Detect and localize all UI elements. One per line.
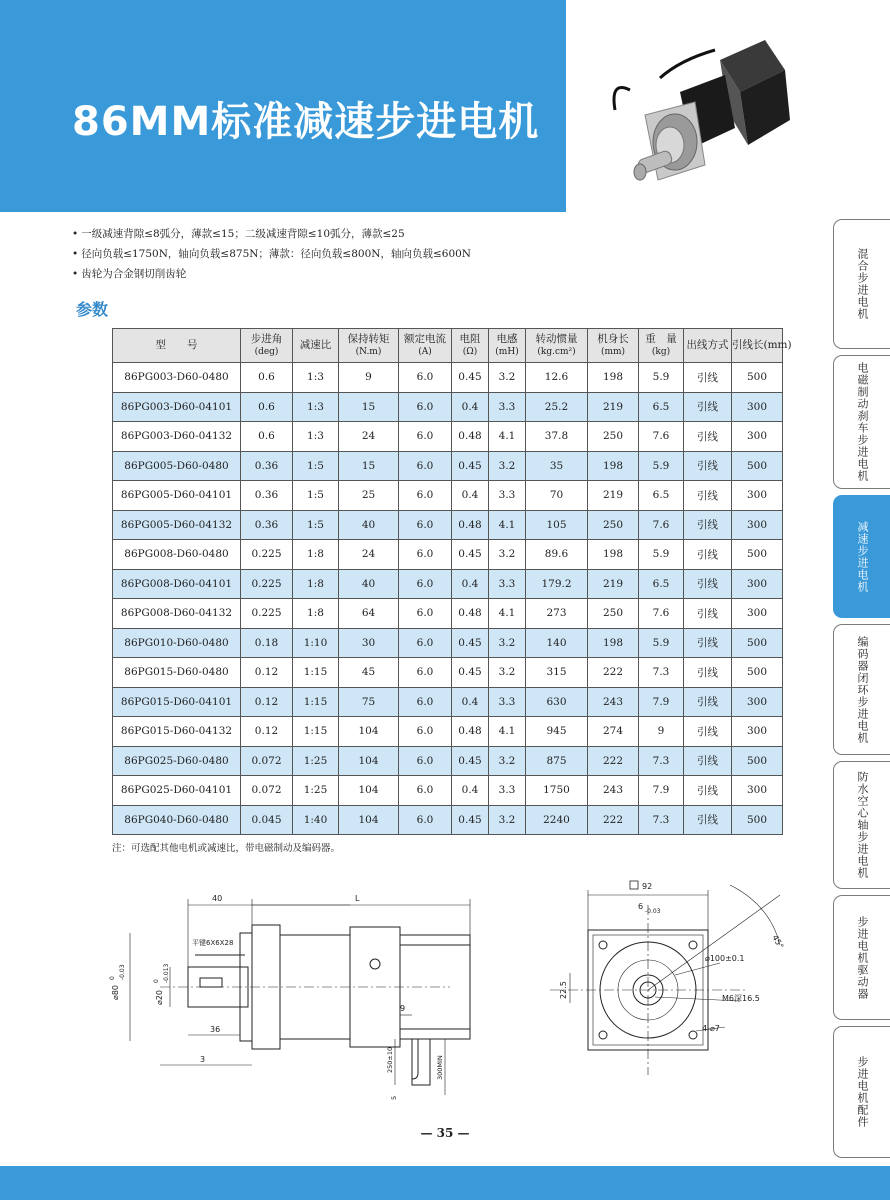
table-cell: 875 [526,746,588,776]
header-text: 电阻 [459,332,481,345]
feature-list [72,224,471,284]
header-unit: (kg) [651,346,671,357]
table-cell: 86PG003-D60-0480 [113,363,241,393]
table-row [113,540,783,570]
table-cell: 引线 [684,363,732,393]
table-cell: 315 [526,658,588,688]
table-cell: 300 [732,599,783,629]
table-cell: 7.9 [639,687,684,717]
table-cell: 105 [526,510,588,540]
table-header-cell [452,329,489,363]
table-cell: 3.2 [489,628,526,658]
table-cell: 70 [526,481,588,511]
table-cell: 500 [732,805,783,835]
table-cell: 86PG025-D60-04101 [113,776,241,806]
table-cell: 6.0 [399,569,452,599]
table-cell: 引线 [684,422,732,452]
table-cell: 3.3 [489,776,526,806]
table-cell: 0.36 [241,481,293,511]
spec-table [112,328,792,835]
table-cell: 500 [732,746,783,776]
table-cell: 7.3 [639,805,684,835]
table-cell: 243 [588,776,639,806]
header-unit: (kg.cm²) [537,346,576,357]
angle-45-label: 45° [770,933,786,951]
table-cell: 15 [339,392,399,422]
table-cell: 7.6 [639,422,684,452]
table-cell: 86PG015-D60-0480 [113,658,241,688]
footer-bar [0,1166,890,1200]
table-cell: 250 [588,510,639,540]
table-row [113,687,783,717]
table-row [113,776,783,806]
feature-item: • 径向负载≤1750N，轴向负载≤875N；薄款：径向负载≤800N，轴向负载≤600N [72,244,471,264]
table-cell: 500 [732,540,783,570]
table-cell: 300 [732,717,783,747]
table-cell: 86PG025-D60-0480 [113,746,241,776]
table-cell: 0.45 [452,451,489,481]
table-row [113,599,783,629]
table-cell: 219 [588,392,639,422]
table-row [113,481,783,511]
table-cell: 7.3 [639,658,684,688]
table-cell: 45 [339,658,399,688]
table-cell: 0.12 [241,687,293,717]
dim-250-label: 250±10 [386,1046,394,1073]
table-row [113,392,783,422]
table-cell: 86PG005-D60-04101 [113,481,241,511]
table-cell: 3.2 [489,451,526,481]
table-row [113,510,783,540]
table-cell: 6.0 [399,658,452,688]
tab-gear-stepper[interactable] [833,495,890,618]
table-cell: 1:3 [293,422,339,452]
table-cell: 1:8 [293,599,339,629]
table-cell: 5.9 [639,628,684,658]
table-cell: 0.4 [452,776,489,806]
table-row [113,569,783,599]
table-cell: 89.6 [526,540,588,570]
dim-3-label: 3 [200,1055,206,1064]
header-unit: (N.m) [355,346,382,357]
dia-80-label: ⌀80 [111,985,120,1000]
tab-label: 步进电机驱动器 [856,915,869,1000]
table-cell: 1750 [526,776,588,806]
table-cell: 引线 [684,481,732,511]
table-cell: 引线 [684,540,732,570]
header-text: 机身长 [597,332,629,345]
table-cell: 0.225 [241,540,293,570]
table-cell: 86PG005-D60-0480 [113,451,241,481]
table-cell: 1:8 [293,540,339,570]
table-cell: 0.12 [241,658,293,688]
tab-waterproof-stepper[interactable] [833,761,890,889]
motor-product-image [600,30,800,205]
table-cell: 0.48 [452,510,489,540]
tab-driver[interactable] [833,895,890,1020]
table-body [113,363,783,835]
table-cell: 0.6 [241,363,293,393]
table-cell: 24 [339,422,399,452]
table-cell: 198 [588,451,639,481]
table-row [113,717,783,747]
table-cell: 0.072 [241,746,293,776]
table-cell: 0.12 [241,717,293,747]
table-cell: 500 [732,363,783,393]
tab-label: 编码器闭环步进电机 [856,635,869,744]
header-unit: (mH) [495,346,519,357]
table-cell: 6.0 [399,540,452,570]
table-cell: 引线 [684,569,732,599]
table-cell: 500 [732,628,783,658]
table-cell: 0.4 [452,481,489,511]
table-cell: 6.0 [399,628,452,658]
table-cell: 86PG003-D60-04132 [113,422,241,452]
table-cell: 30 [339,628,399,658]
table-cell: 0.45 [452,658,489,688]
header-unit: (A) [418,346,432,357]
table-cell: 198 [588,540,639,570]
header-text: 步进角 [250,332,283,345]
table-cell: 25 [339,481,399,511]
table-cell: 86PG008-D60-04101 [113,569,241,599]
table-note: 注：可选配其他电机或减速比，带电磁制动及编码器。 [112,843,341,854]
table-cell: 3.3 [489,569,526,599]
table-header-row [113,329,783,363]
dim-5-label: 5 [390,1095,398,1100]
feature-item: • 齿轮为合金钢切削齿轮 [72,264,471,284]
table-cell: 86PG008-D60-0480 [113,540,241,570]
table-cell: 1:15 [293,687,339,717]
dim-36-label: 36 [210,1025,221,1034]
table-cell: 104 [339,776,399,806]
table-cell: 300 [732,569,783,599]
table-header-cell [684,329,732,363]
dim-40-label: 40 [212,894,223,903]
table-cell: 0.072 [241,776,293,806]
table-cell: 引线 [684,717,732,747]
table-cell: 274 [588,717,639,747]
table-cell: 9 [339,363,399,393]
table-cell: 300 [732,776,783,806]
table-header-cell [241,329,293,363]
table-cell: 7.6 [639,599,684,629]
table-cell: 引线 [684,805,732,835]
table-cell: 500 [732,451,783,481]
table-cell: 86PG040-D60-0480 [113,805,241,835]
table-header-cell [399,329,452,363]
table-cell: 250 [588,422,639,452]
dim-l-label: L [355,894,360,903]
table-cell: 引线 [684,746,732,776]
table-cell: 3.3 [489,687,526,717]
table-cell: 0.4 [452,569,489,599]
dia-80-tol-bottom: -0.03 [119,964,126,980]
table-cell: 1:25 [293,776,339,806]
dia-20-tol-top: 0 [153,979,160,983]
page-number: — 35 — [420,1126,470,1140]
table-cell: 6.0 [399,422,452,452]
table-cell: 0.48 [452,599,489,629]
dim-22-5-label: 22.5 [559,981,568,999]
table-cell: 4.1 [489,510,526,540]
header-unit: (deg) [254,346,279,357]
table-cell: 40 [339,569,399,599]
table-cell: 6.5 [639,569,684,599]
dim-6-tol: -0.03 [645,908,661,915]
table-cell: 86PG003-D60-04101 [113,392,241,422]
header-text: 型 号 [155,339,198,351]
table-cell: 500 [732,658,783,688]
table-cell: 1:5 [293,451,339,481]
dim-9-label: 9 [400,1004,406,1013]
table-cell: 3.2 [489,805,526,835]
header-unit: (mm) [600,346,626,357]
table-cell: 243 [588,687,639,717]
tab-accessories[interactable] [833,1026,890,1158]
table-cell: 3.3 [489,481,526,511]
table-cell: 0.45 [452,540,489,570]
table-cell: 4.1 [489,422,526,452]
table-cell: 300 [732,510,783,540]
tab-label: 电磁制动刹车步进电机 [856,362,869,482]
table-cell: 219 [588,569,639,599]
table-cell: 7.3 [639,746,684,776]
table-row [113,451,783,481]
table-header-cell [588,329,639,363]
table-cell: 75 [339,687,399,717]
table-header-cell [526,329,588,363]
table-cell: 引线 [684,599,732,629]
table-cell: 1:10 [293,628,339,658]
feature-item: • 一级减速背隙≤8弧分，薄款≤15；二级减速背隙≤10弧分，薄款≤25 [72,224,471,244]
table-cell: 9 [639,717,684,747]
table-cell: 0.36 [241,510,293,540]
table-cell: 24 [339,540,399,570]
table-cell: 2240 [526,805,588,835]
table-header-cell [339,329,399,363]
table-cell: 3.2 [489,540,526,570]
table-row [113,805,783,835]
header-text: 出线方式 [686,339,729,351]
table-cell: 引线 [684,451,732,481]
table-cell: 0.45 [452,805,489,835]
dimension-drawing [100,875,800,1120]
table-cell: 1:15 [293,658,339,688]
table-header-cell [639,329,684,363]
table-cell: 7.6 [639,510,684,540]
table-cell: 0.48 [452,422,489,452]
table-cell: 0.225 [241,599,293,629]
table-cell: 3.2 [489,746,526,776]
table-cell: 1:8 [293,569,339,599]
table-cell: 6.0 [399,363,452,393]
table-cell: 104 [339,805,399,835]
table-cell: 250 [588,599,639,629]
table-cell: 1:25 [293,746,339,776]
header-text: 引线长(mm) [732,339,792,351]
table-cell: 引线 [684,658,732,688]
table-cell: 12.6 [526,363,588,393]
table-cell: 6.0 [399,481,452,511]
tab-label: 防水空心轴步进电机 [856,771,869,879]
table-cell: 引线 [684,392,732,422]
table-cell: 引线 [684,628,732,658]
tab-label: 步进电机配件 [856,1056,869,1128]
table-row [113,363,783,393]
table-cell: 0.45 [452,363,489,393]
table-cell: 0.36 [241,451,293,481]
dia-100-label: ⌀100±0.1 [705,954,745,963]
table-cell: 104 [339,717,399,747]
key-label: 平键6X6X28 [192,939,234,947]
table-cell: 6.5 [639,481,684,511]
table-cell: 5.9 [639,540,684,570]
table-cell: 86PG015-D60-04101 [113,687,241,717]
page-title: 86MM标准减速步进电机 [72,99,540,145]
table-cell: 6.0 [399,746,452,776]
table-cell: 6.0 [399,687,452,717]
table-cell: 引线 [684,776,732,806]
table-cell: 140 [526,628,588,658]
table-cell: 86PG005-D60-04132 [113,510,241,540]
header-text: 额定电流 [404,332,446,345]
table-cell: 6.0 [399,805,452,835]
table-cell: 222 [588,658,639,688]
table-cell: 6.0 [399,392,452,422]
table-cell: 300 [732,392,783,422]
side-view-drawing [130,899,470,1095]
table-cell: 5.9 [639,363,684,393]
table-cell: 6.0 [399,599,452,629]
table-header-cell [732,329,792,363]
table-header-cell [489,329,526,363]
header-text: 电感 [496,332,518,345]
thread-label: M6深16.5 [722,994,760,1003]
table-cell: 25.2 [526,392,588,422]
dia-20-label: ⌀20 [155,990,164,1005]
table-cell: 3.2 [489,658,526,688]
table-cell: 15 [339,451,399,481]
table-header-cell [113,329,241,363]
table-cell: 300 [732,481,783,511]
table-cell: 6.0 [399,510,452,540]
table-cell: 222 [588,805,639,835]
dim-300-label: 300MIN [436,1055,444,1080]
holes-label: 4-⌀7 [702,1024,720,1033]
table-cell: 37.8 [526,422,588,452]
table-cell: 219 [588,481,639,511]
header-text: 减速比 [299,339,332,351]
table-cell: 222 [588,746,639,776]
table-cell: 0.6 [241,392,293,422]
table-cell: 86PG008-D60-04132 [113,599,241,629]
table-cell: 64 [339,599,399,629]
table-row [113,422,783,452]
dia-80-tol-top: 0 [109,976,116,980]
header-unit: (Ω) [462,346,478,357]
table-cell: 5.9 [639,451,684,481]
header-text: 重 量 [645,332,677,345]
table-cell: 0.45 [452,628,489,658]
table-row [113,658,783,688]
table-cell: 1:3 [293,363,339,393]
table-row [113,628,783,658]
tab-label: 减速步进电机 [856,520,869,593]
table-cell: 0.4 [452,392,489,422]
table-cell: 104 [339,746,399,776]
table-cell: 0.48 [452,717,489,747]
table-cell: 引线 [684,510,732,540]
table-cell: 1:5 [293,481,339,511]
table-cell: 1:5 [293,510,339,540]
table-cell: 0.45 [452,746,489,776]
table-cell: 6.0 [399,776,452,806]
table-cell: 3.2 [489,363,526,393]
dim-6-label: 6 [638,902,644,911]
table-cell: 4.1 [489,717,526,747]
dia-20-tol-bottom: -0.013 [163,963,170,983]
table-cell: 179.2 [526,569,588,599]
table-cell: 0.4 [452,687,489,717]
table-cell: 7.9 [639,776,684,806]
table-cell: 引线 [684,687,732,717]
table-cell: 86PG010-D60-0480 [113,628,241,658]
table-cell: 300 [732,422,783,452]
table-cell: 6.0 [399,717,452,747]
table-cell: 0.045 [241,805,293,835]
table-cell: 945 [526,717,588,747]
table-cell: 273 [526,599,588,629]
table-cell: 86PG015-D60-04132 [113,717,241,747]
table-row [113,746,783,776]
header-text: 保持转矩 [347,332,390,345]
table-cell: 198 [588,363,639,393]
header-text: 转动惯量 [535,332,578,345]
tab-brake-stepper[interactable] [833,355,890,489]
table-cell: 1:3 [293,392,339,422]
table-cell: 1:15 [293,717,339,747]
table-cell: 3.3 [489,392,526,422]
table-cell: 630 [526,687,588,717]
front-view-drawing [550,885,780,1075]
table-header-cell [293,329,339,363]
table-cell: 40 [339,510,399,540]
table-cell: 0.18 [241,628,293,658]
table-cell: 0.6 [241,422,293,452]
table-cell: 0.225 [241,569,293,599]
tab-label: 混合步进电机 [856,248,869,320]
table-cell: 4.1 [489,599,526,629]
dim-92-label: 92 [642,882,653,891]
table-cell: 1:40 [293,805,339,835]
tab-hybrid-stepper[interactable] [833,219,890,349]
table-cell: 300 [732,687,783,717]
table-cell: 6.5 [639,392,684,422]
table-cell: 6.0 [399,451,452,481]
section-title-params: 参数 [76,300,109,319]
table-cell: 35 [526,451,588,481]
tab-encoder-stepper[interactable] [833,624,890,755]
table-cell: 198 [588,628,639,658]
